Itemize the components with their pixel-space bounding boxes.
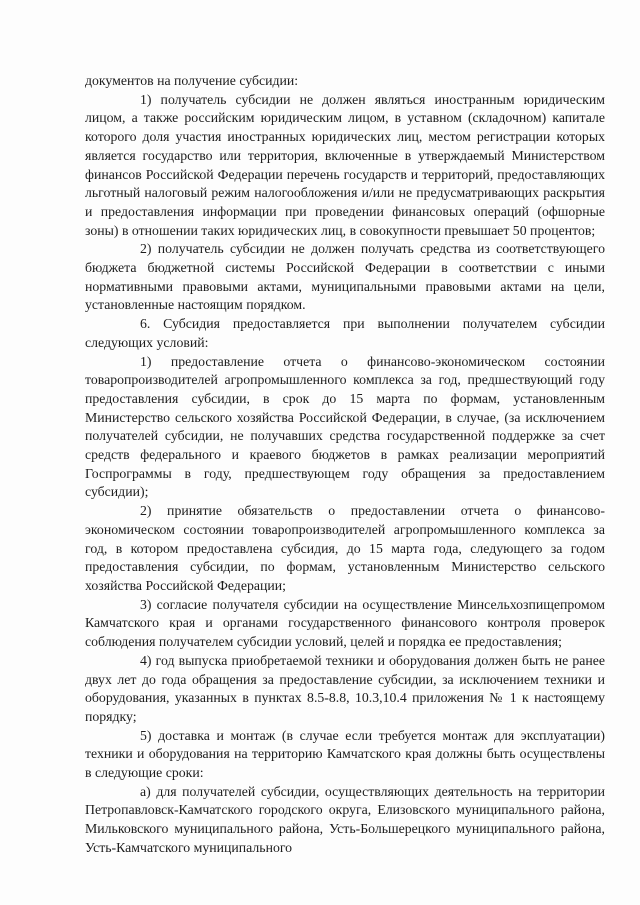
- document-body: [85, 72, 605, 858]
- paragraph-condition-2-obligation: 2) принятие обязательств о предоставлении отчета о финансово-экономическом состоянии товаропроизводителей агропромышленного комплекса за год, в котором предоставлена субсидия, до 15 марта года, следующего за годом предоставления субсидии, по формам, установленным Министерство сельского хозяйства Российской Федерации;: [85, 503, 605, 593]
- paragraph-condition-5-delivery: 5) доставка и монтаж (в случае если требуется монтаж для эксплуатации) техники и оборудования на территорию Камчатского края должны быть осуществлены в следующие сроки:: [85, 727, 605, 781]
- paragraph-item-2-budget-funds: 2) получатель субсидии не должен получать средства из соответствующего бюджета бюджетной системы Российской Федерации в соответствии с иными нормативными правовыми актами, муниципальными правовыми актами на цели, установленные настоящим порядком.: [85, 241, 605, 313]
- paragraph-section-6: 6. Субсидия предоставляется при выполнении получателем субсидии следующих условий:: [85, 316, 605, 350]
- paragraph-condition-1-report: 1) предоставление отчета о финансово-экономическом состоянии товаропроизводителей агропромышленного комплекса за год, предшествующий году предоставления субсидии, в срок до 15 марта по формам, установленным Министерство сельского хозяйства Российской Федерации, в случае, (за исключением получателей субсидии, не получавших средства государственной поддержке за счет средств федерального и краевого бюджетов в рамках реализации мероприятий Госпрограммы в году, предшествующем году обращения за предоставлением субсидии);: [85, 353, 605, 500]
- paragraph-continuation: документов на получение субсидии:: [85, 73, 299, 88]
- paragraph-item-1-foreign-entity: 1) получатель субсидии не должен являться иностранным юридическим лицом, а также российским юридическим лицом, в уставном (складочном) капитале которого доля участия иностранных юридических лиц, местом регистрации которых является государство или территория, включенные в утверждаемый Министерством финансов Российской Федерации перечень государств и территорий, предоставляющих льготный налоговый режим налогообложения и/или не предусматривающих раскрытия и предоставления информации при проведении финансовых операций (офшорные зоны) в отношении таких юридических лиц, в совокупности превышает 50 процентов;: [85, 91, 605, 238]
- paragraph-subitem-a: а) для получателей субсидии, осуществляющих деятельность на территории Петропавловск-Камчатского городского округа, Елизовского муниципального района, Мильковского муниципального района, Усть-Большерецкого муниципального района, Усть-Камчатского муниципального: [85, 783, 605, 855]
- paragraph-condition-4-year: 4) год выпуска приобретаемой техники и оборудования должен быть не ранее двух лет до года обращения за предоставление субсидии, за исключением техники и оборудования, указанных в пунктах 8.5-8.8, 10.3,10.4 приложения № 1 к настоящему порядку;: [85, 652, 605, 724]
- paragraph-condition-3-consent: 3) согласие получателя субсидии на осуществление Минсельхозпищепромом Камчатского края и органами государственного финансового контроля проверок соблюдения получателем субсидии условий, целей и порядка ее предоставления;: [85, 596, 605, 650]
